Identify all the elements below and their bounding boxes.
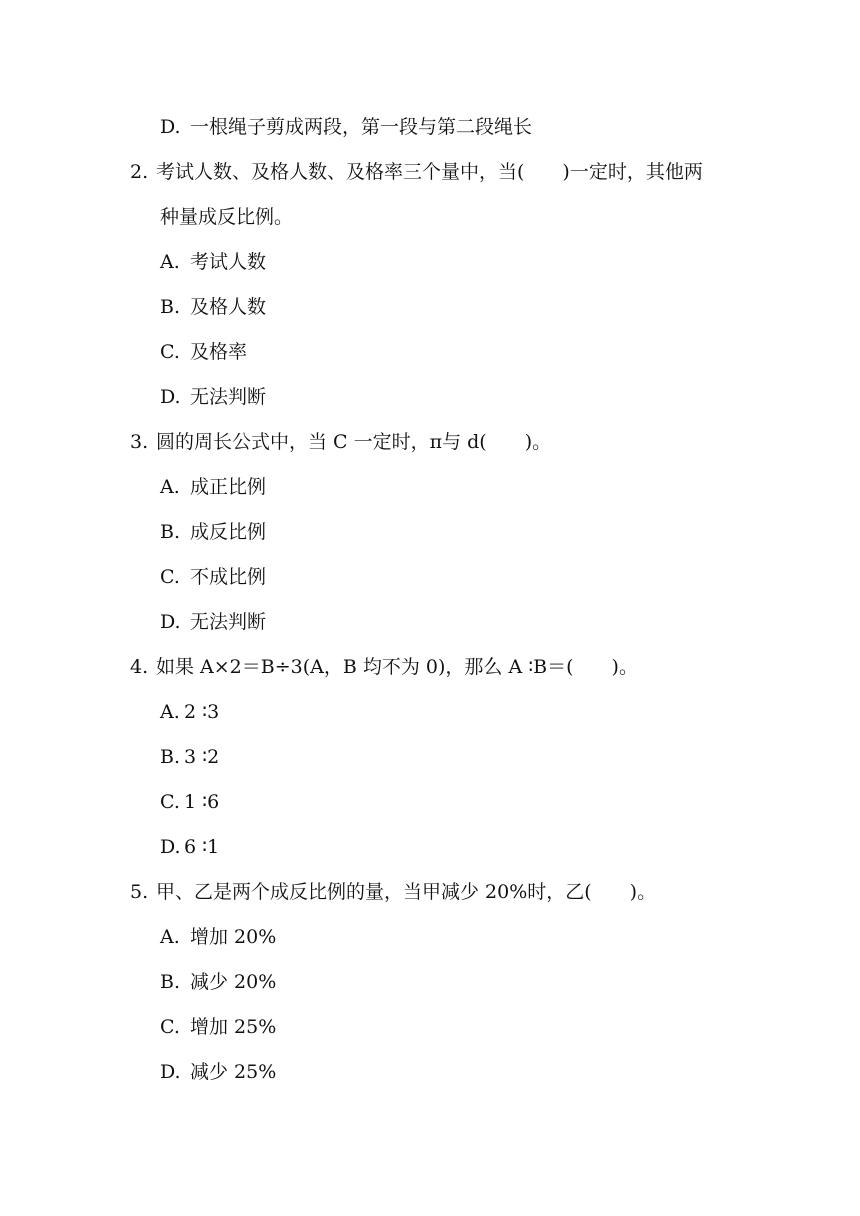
option-letter: C. (160, 791, 180, 813)
question-2-stem (130, 160, 703, 184)
question-number: 4. (130, 656, 149, 678)
option-letter: A. (160, 476, 180, 498)
option-text: 3 ∶2 (184, 746, 220, 768)
option-letter: B. (160, 971, 181, 993)
question-5-stem (130, 880, 656, 904)
question-4-option-a (160, 700, 219, 724)
question-stem-text: 圆的周长公式中，当 C 一定时，π与 d( )。 (156, 431, 552, 453)
question-4-option-c (160, 790, 219, 814)
question-number: 5. (130, 881, 149, 903)
question-3-option-a (160, 475, 266, 499)
option-letter: C. (160, 566, 180, 588)
question-2-option-c (160, 340, 247, 364)
question-5-option-c (160, 1015, 276, 1039)
option-text: 成反比例 (190, 521, 267, 543)
option-text: 考试人数 (190, 251, 267, 273)
question-4-option-d (160, 835, 219, 859)
option-letter: C. (160, 1016, 180, 1038)
option-text: 增加 25% (190, 1016, 277, 1038)
option-text: 及格人数 (190, 296, 267, 318)
question-number: 3. (130, 431, 149, 453)
option-letter: A. (160, 701, 180, 723)
question-stem-text: 甲、乙是两个成反比例的量，当甲减少 20%时，乙( )。 (156, 881, 657, 903)
option-letter: D. (160, 386, 181, 408)
question-2-option-d (160, 385, 266, 409)
option-letter: D. (160, 611, 181, 633)
question-2-option-a (160, 250, 266, 274)
question-4-option-b (160, 745, 219, 769)
option-text: 1 ∶6 (184, 791, 220, 813)
question-3-stem (130, 430, 551, 454)
question-3-option-d (160, 610, 266, 634)
option-letter: D. (160, 116, 181, 138)
option-text: 无法判断 (190, 386, 267, 408)
question-4-stem (130, 655, 638, 679)
option-text: 不成比例 (190, 566, 267, 588)
question-2-option-b (160, 295, 266, 319)
option-text: 6 ∶1 (184, 836, 220, 858)
question-3-option-b (160, 520, 266, 544)
question-3-option-c (160, 565, 266, 589)
option-letter: C. (160, 341, 180, 363)
option-text: 无法判断 (190, 611, 267, 633)
option-letter: A. (160, 251, 180, 273)
question-5-option-b (160, 970, 276, 994)
option-letter: D. (160, 836, 181, 858)
option-letter: A. (160, 926, 180, 948)
option-letter: B. (160, 296, 181, 318)
option-letter: D. (160, 1061, 181, 1083)
prev-question-option-d (160, 115, 532, 139)
option-text: 2 ∶3 (184, 701, 220, 723)
option-text: 减少 25% (190, 1061, 277, 1083)
option-letter: B. (160, 521, 181, 543)
question-stem-text: 考试人数、及格人数、及格率三个量中，当( )一定时，其他两 (156, 161, 703, 183)
question-5-option-a (160, 925, 276, 949)
question-5-option-d (160, 1060, 276, 1084)
option-letter: B. (160, 746, 181, 768)
option-text: 减少 20% (190, 971, 277, 993)
question-stem-text: 如果 A×2＝B÷3(A，B 均不为 0)，那么 A ∶B＝( )。 (156, 656, 638, 678)
option-text: 增加 20% (190, 926, 277, 948)
question-stem-text: 种量成反比例。 (160, 206, 294, 228)
option-text: 一根绳子剪成两段，第一段与第二段绳长 (190, 116, 533, 138)
option-text: 成正比例 (190, 476, 267, 498)
question-number: 2. (130, 161, 149, 183)
option-text: 及格率 (190, 341, 248, 363)
question-2-stem-continued (160, 205, 293, 229)
